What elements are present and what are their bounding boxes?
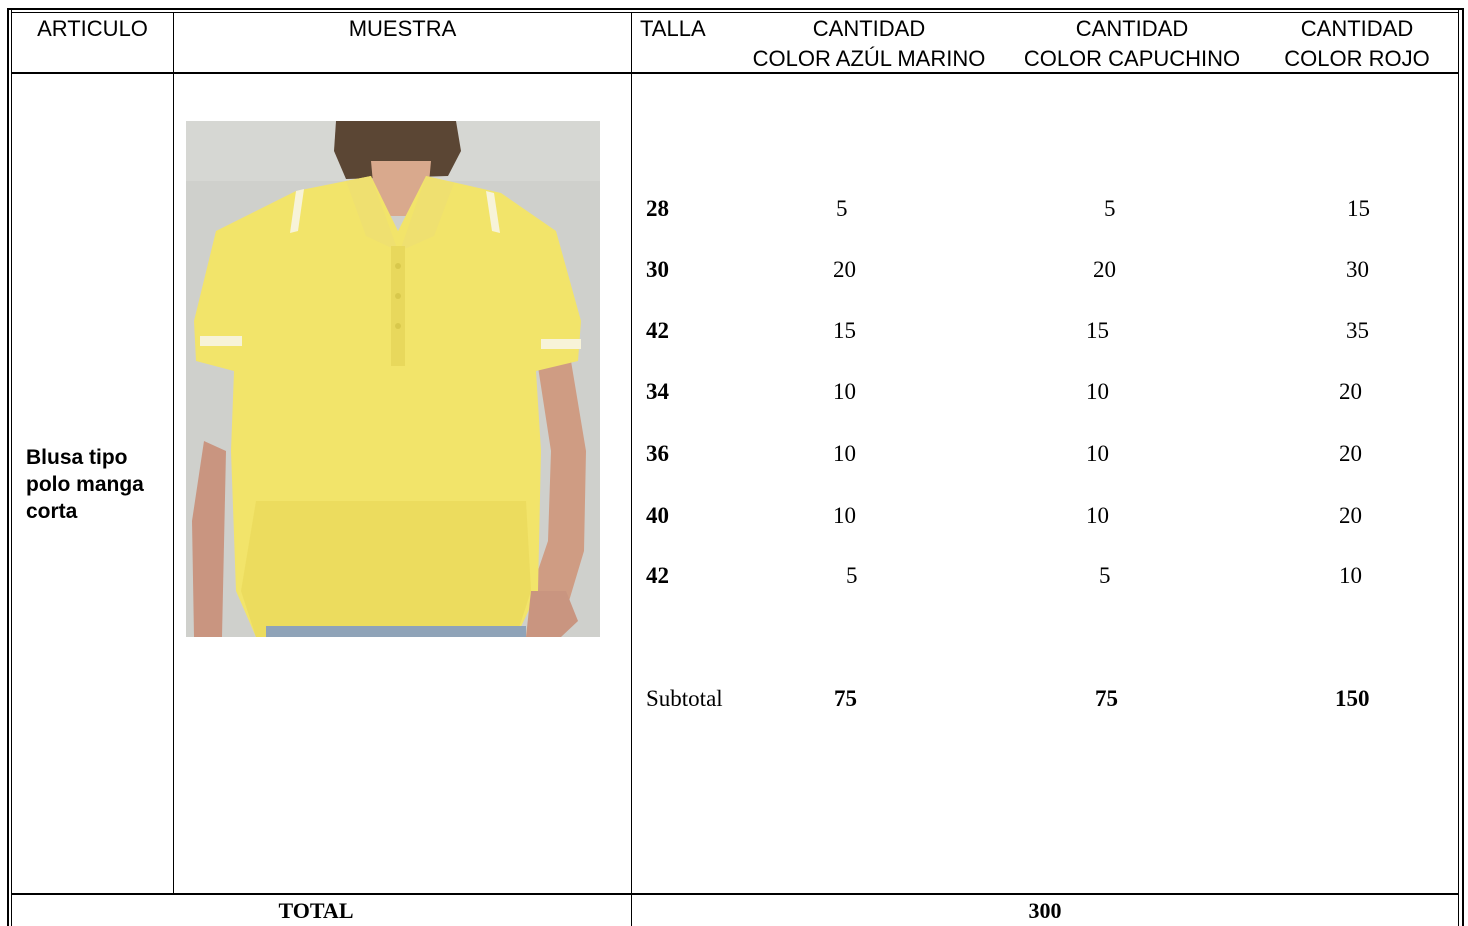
top-border-inner [11,12,1459,13]
header-cantidad-rojo [1282,14,1432,74]
subtotal-label: Subtotal [646,686,723,711]
qty-rojo-cell: 20 [1339,441,1362,466]
left-border-inner [11,8,12,926]
qty-azul-cell: 10 [833,441,856,466]
divider-articulo [173,12,174,894]
talla-cell: 42 [646,563,669,588]
qty-azul-cell: 10 [833,379,856,404]
qty-rojo-cell: 20 [1339,503,1362,528]
header-cantidad-rojo-line2: COLOR ROJO [1284,46,1430,71]
right-border-outer [1462,8,1464,926]
qty-rojo-cell: 15 [1347,196,1370,221]
left-border-outer [7,8,9,926]
header-cantidad-capuchino [1016,14,1248,74]
qty-capuchino-cell: 15 [1086,318,1109,343]
talla-cell: 36 [646,441,669,466]
total-label: TOTAL [278,898,354,923]
qty-rojo-cell: 20 [1339,379,1362,404]
talla-cell: 30 [646,257,669,282]
qty-azul-cell: 10 [833,503,856,528]
qty-capuchino-cell: 5 [1099,563,1111,588]
header-muestra: MUESTRA [348,16,457,41]
header-cantidad-capuchino-line2: COLOR CAPUCHINO [1023,46,1241,71]
qty-capuchino-cell: 10 [1086,441,1109,466]
header-cantidad-capuchino-line1: CANTIDAD [1075,16,1189,41]
qty-azul-cell: 5 [846,563,858,588]
total-value: 300 [1028,898,1062,923]
total-rule [11,893,1459,895]
article-name: Blusa tipo polo manga corta [26,446,144,523]
talla-cell: 34 [646,379,669,404]
qty-rojo-cell: 10 [1339,563,1362,588]
subtotal-azul: 75 [834,686,857,711]
header-cantidad-rojo-line1: CANTIDAD [1300,16,1414,41]
qty-rojo-cell: 35 [1346,318,1369,343]
talla-cell: 40 [646,503,669,528]
header-cantidad-azul-line2: COLOR AZÚL MARINO [752,46,986,71]
header-cantidad-azul [746,14,992,74]
qty-capuchino-cell: 5 [1104,196,1116,221]
header-talla: TALLA [640,16,706,41]
qty-capuchino-cell: 10 [1086,379,1109,404]
polo-shirt-image [186,121,600,637]
right-border-inner [1458,8,1459,926]
qty-capuchino-cell: 10 [1086,503,1109,528]
divider-muestra [631,12,632,926]
subtotal-rojo: 150 [1335,686,1370,711]
qty-rojo-cell: 30 [1346,257,1369,282]
qty-azul-cell: 20 [833,257,856,282]
header-articulo: ARTICULO [37,16,148,41]
subtotal-capuchino: 75 [1095,686,1118,711]
qty-azul-cell: 5 [836,196,848,221]
top-border-outer [7,8,1464,10]
sample-photo [186,121,600,637]
talla-cell: 42 [646,318,669,343]
qty-capuchino-cell: 20 [1093,257,1116,282]
qty-azul-cell: 15 [833,318,856,343]
header-cantidad-azul-line1: CANTIDAD [812,16,926,41]
talla-cell: 28 [646,196,669,221]
